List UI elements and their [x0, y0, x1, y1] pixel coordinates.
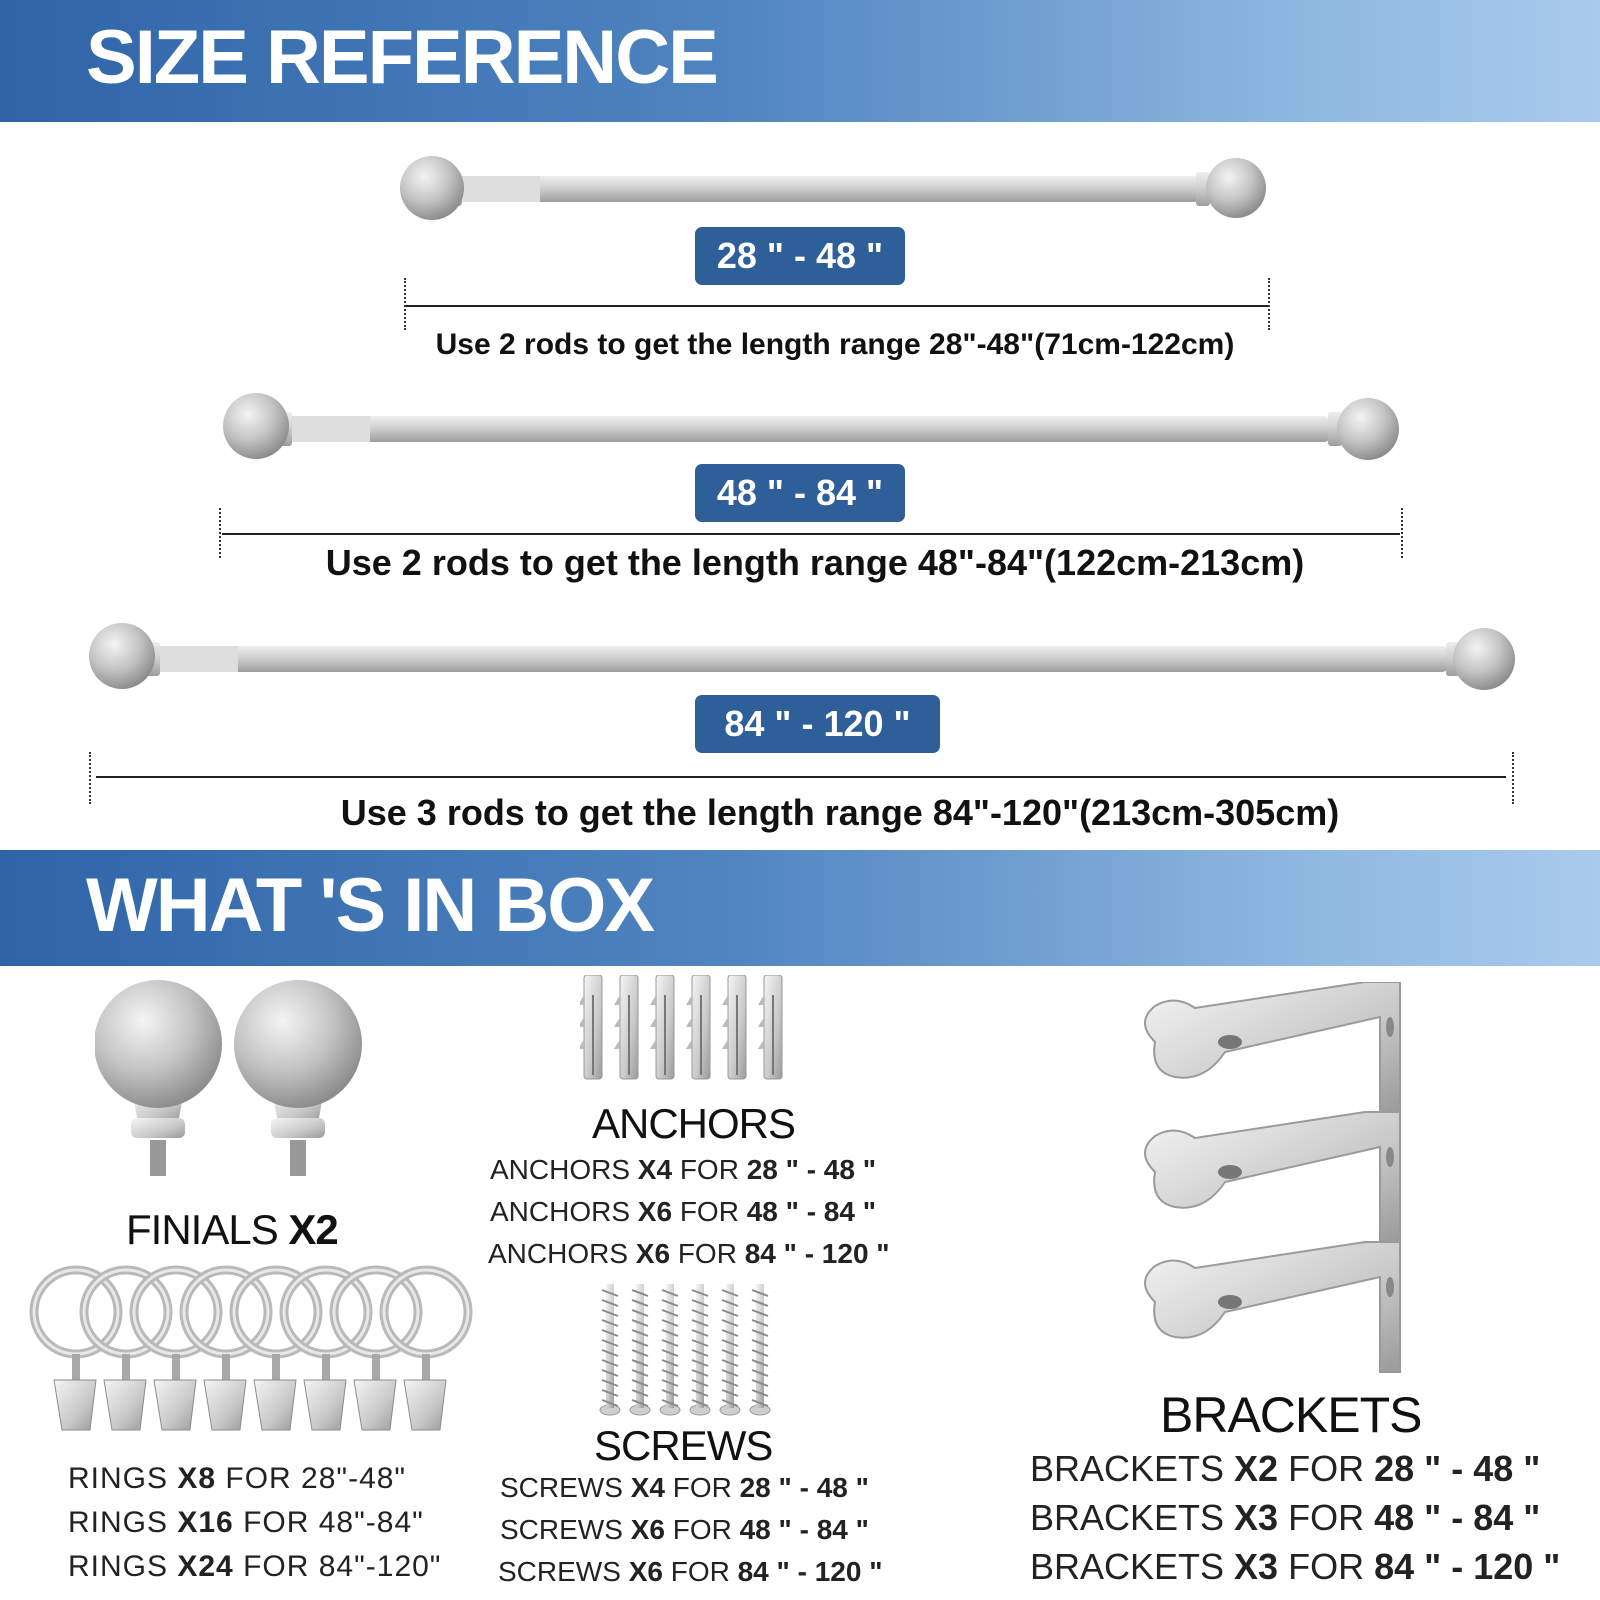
rings-line-qty: X24: [177, 1550, 234, 1583]
brackets-title: BRACKETS: [1160, 1387, 1422, 1443]
rings-line: [68, 1506, 424, 1540]
screws-line: SCREWS X6 FOR 48 " - 84 ": [500, 1514, 869, 1545]
clip-rings-icon: [28, 1262, 478, 1462]
brackets-icon: [1135, 982, 1435, 1382]
brackets-line: BRACKETS X2 FOR 28 " - 48 ": [1030, 1448, 1541, 1489]
rings-line-range: FOR 28"-48": [216, 1462, 407, 1495]
whats-in-box-banner: [0, 850, 1600, 966]
measure-tick: [1401, 508, 1403, 558]
anchors-line: ANCHORS X6 FOR 48 " - 84 ": [490, 1196, 876, 1227]
screws-line: SCREWS X6 FOR 84 " - 120 ": [498, 1556, 883, 1587]
rod-range-badge: 48 " - 84 ": [695, 464, 905, 522]
curtain-rod-image: [400, 150, 1270, 230]
curtain-rod-image: [88, 622, 1518, 698]
rod-caption: Use 3 rods to get the length range 84"-120"(213cm-305cm): [340, 792, 1340, 833]
size-reference-heading: SIZE REFERENCE: [86, 15, 717, 100]
rings-line-label: RINGS: [68, 1506, 178, 1539]
finials-qty: X2: [288, 1206, 338, 1253]
size-reference-banner: [0, 0, 1600, 122]
anchors-line: ANCHORS X4 FOR 28 " - 48 ": [490, 1154, 876, 1185]
measure-tick: [1512, 752, 1514, 804]
screws-line: SCREWS X4 FOR 28 " - 48 ": [500, 1472, 869, 1503]
measure-tick: [219, 508, 221, 558]
wall-anchors-icon: [580, 975, 810, 1085]
measure-line: [406, 305, 1268, 307]
measure-tick: [404, 278, 406, 330]
finial-icon: [95, 980, 375, 1180]
curtain-rod-image: [222, 392, 1402, 468]
brackets-line: BRACKETS X3 FOR 84 " - 120 ": [1030, 1546, 1561, 1587]
measure-tick: [89, 752, 91, 804]
rod-range-badge: 84 " - 120 ": [695, 695, 940, 753]
rings-line-range: FOR 84"-120": [233, 1550, 442, 1583]
rings-line-label: RINGS: [68, 1462, 178, 1495]
screws-title: SCREWS: [594, 1422, 773, 1469]
rings-line-label: RINGS: [68, 1550, 178, 1583]
finials-name: FINIALS: [126, 1206, 278, 1253]
screws-icon: [592, 1278, 792, 1418]
rings-line: [68, 1550, 441, 1584]
anchors-line: ANCHORS X6 FOR 84 " - 120 ": [488, 1238, 890, 1269]
measure-line: [222, 533, 1400, 535]
finials-label: [126, 1206, 338, 1254]
whats-in-box-heading: WHAT 'S IN BOX: [86, 863, 654, 948]
rings-line-qty: X16: [177, 1506, 234, 1539]
measure-line: [96, 776, 1506, 778]
rings-line-qty: X8: [177, 1462, 217, 1495]
rings-line-range: FOR 48"-84": [233, 1506, 424, 1539]
measure-tick: [1268, 278, 1270, 330]
anchors-title: ANCHORS: [592, 1100, 796, 1147]
rod-caption: Use 2 rods to get the length range 48"-84"(122cm-213cm): [325, 542, 1305, 583]
rod-caption: Use 2 rods to get the length range 28"-48"(71cm-122cm): [435, 328, 1235, 361]
rings-line: [68, 1462, 406, 1496]
rod-range-badge: 28 " - 48 ": [695, 227, 905, 285]
brackets-line: BRACKETS X3 FOR 48 " - 84 ": [1030, 1497, 1541, 1538]
